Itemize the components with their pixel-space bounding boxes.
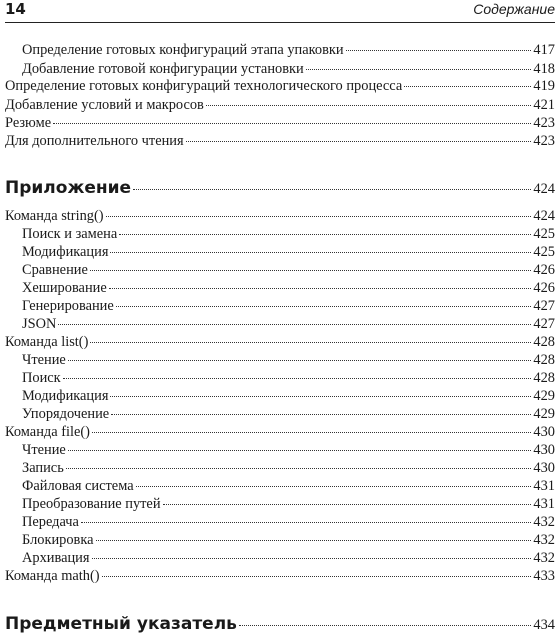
page-header [5,0,555,23]
toc-entry-page: 426 [533,280,555,296]
toc-entry-title: Преобразование путей [22,496,161,512]
toc-entry [5,297,555,315]
toc-entry [5,423,555,441]
toc-entry-page: 421 [533,97,555,113]
toc-entry-title: Приложение [5,178,132,198]
dot-leader [110,252,531,253]
dot-leader [92,558,532,559]
dot-leader [102,576,532,577]
dot-leader [68,360,532,361]
toc-entry-page: 428 [533,334,555,350]
toc-entry [5,243,555,261]
toc-entry-title: Чтение [22,442,66,458]
toc-entry-title: Добавление условий и макросов [5,97,204,113]
dot-leader [116,306,532,307]
toc-entry-page: 433 [533,568,555,584]
dot-leader [92,432,531,433]
dot-leader [239,625,531,626]
toc-entry-page: 430 [533,442,555,458]
dot-leader [163,504,532,505]
toc-entry-title: Определение готовых конфигураций технологического процесса [5,78,403,94]
dot-leader [58,324,531,325]
toc-entry-page: 428 [533,370,555,386]
toc-entry [5,531,555,549]
toc-entry-title: Поиск [22,370,61,386]
dot-leader [404,86,531,87]
dot-leader [68,450,532,451]
toc-entry [5,333,555,351]
toc-chapter-entry [5,179,555,197]
toc-entry [5,495,555,513]
toc-entry-page: 426 [533,262,555,278]
toc-entry [5,132,555,150]
toc-entry-page: 432 [533,514,555,530]
dot-leader [106,216,532,217]
toc-entry [5,441,555,459]
toc-entry-title: Поиск и замена [22,226,118,242]
toc-entry-page: 431 [533,478,555,494]
toc-entry [5,405,555,423]
toc-entry-title: Предметный указатель [5,614,237,634]
toc-entry-page: 432 [533,532,555,548]
toc-entry-page: 427 [533,298,555,314]
toc-entry-title: Упорядочение [22,406,110,422]
toc-entry-title: Команда math() [5,568,100,584]
dot-leader [110,396,531,397]
toc-entry-title: Команда list() [5,334,89,350]
toc-entry-page: 431 [533,496,555,512]
toc-entry [5,77,555,95]
dot-leader [306,69,532,70]
toc-entry-page: 418 [533,61,555,77]
toc-entry-page: 419 [533,78,555,94]
toc-entry-page: 429 [533,388,555,404]
toc-entry [5,351,555,369]
dot-leader [133,189,531,190]
toc-entry-title: Модификация [22,244,109,260]
toc-entry-title: Архивация [22,550,90,566]
toc-entry [5,459,555,477]
toc-entry-title: Запись [22,460,64,476]
toc-entry-title: Определение готовых конфигураций этапа упаковки [22,42,344,58]
dot-leader [90,342,531,343]
toc-entry [5,225,555,243]
toc-entry [5,114,555,132]
toc-entry-title: Команда file() [5,424,90,440]
dot-leader [53,123,531,124]
toc-entry [5,96,555,114]
toc-entry-page: 430 [533,460,555,476]
toc-entry [5,279,555,297]
toc-entry-page: 425 [533,226,555,242]
toc-entry-page: 423 [533,115,555,131]
toc-entry-page: 423 [533,133,555,149]
dot-leader [119,234,531,235]
toc-entry-page: 424 [533,208,555,224]
toc-entry [5,207,555,225]
page-number: 14 [5,0,26,18]
dot-leader [81,522,531,523]
toc-entry [5,549,555,567]
dot-leader [90,270,532,271]
toc-entry-title: Резюме [5,115,52,131]
toc-entry-title: Файловая система [22,478,134,494]
dot-leader [346,50,532,51]
toc-entry-page: 427 [533,316,555,332]
toc-entry [5,513,555,531]
toc-entry-page: 424 [533,181,555,197]
toc-entry-page: 428 [533,352,555,368]
toc-entry-title: Блокировка [22,532,94,548]
dot-leader [96,540,532,541]
toc-entry-title: Команда string() [5,208,104,224]
dot-leader [111,414,531,415]
toc-entry [5,60,555,78]
toc-entry-title: Генерирование [22,298,114,314]
toc-entry-title: Хеширование [22,280,107,296]
toc-entry-page: 429 [533,406,555,422]
toc-entry-title: Чтение [22,352,66,368]
toc-entry [5,387,555,405]
running-title: Содержание [473,1,555,17]
toc-entry-title: Передача [22,514,79,530]
toc-entry [5,41,555,59]
toc-entry-page: 434 [533,617,555,633]
toc-entry [5,315,555,333]
toc-entry-title: Для дополнительного чтения [5,133,184,149]
toc-entry-page: 430 [533,424,555,440]
dot-leader [136,486,532,487]
dot-leader [109,288,532,289]
dot-leader [66,468,532,469]
toc-entry-title: Добавление готовой конфигурации установки [22,61,304,77]
toc-entry-page: 432 [533,550,555,566]
dot-leader [186,141,532,142]
dot-leader [63,378,532,379]
toc-entry-title: JSON [22,316,57,332]
toc-entry [5,369,555,387]
dot-leader [206,105,532,106]
toc-entry [5,567,555,585]
toc-entry-title: Сравнение [22,262,88,278]
toc-entry-title: Модификация [22,388,109,404]
toc-chapter-entry [5,615,555,633]
toc-entry [5,477,555,495]
toc-entry [5,261,555,279]
toc-entry-page: 417 [533,42,555,58]
toc-entry-page: 425 [533,244,555,260]
